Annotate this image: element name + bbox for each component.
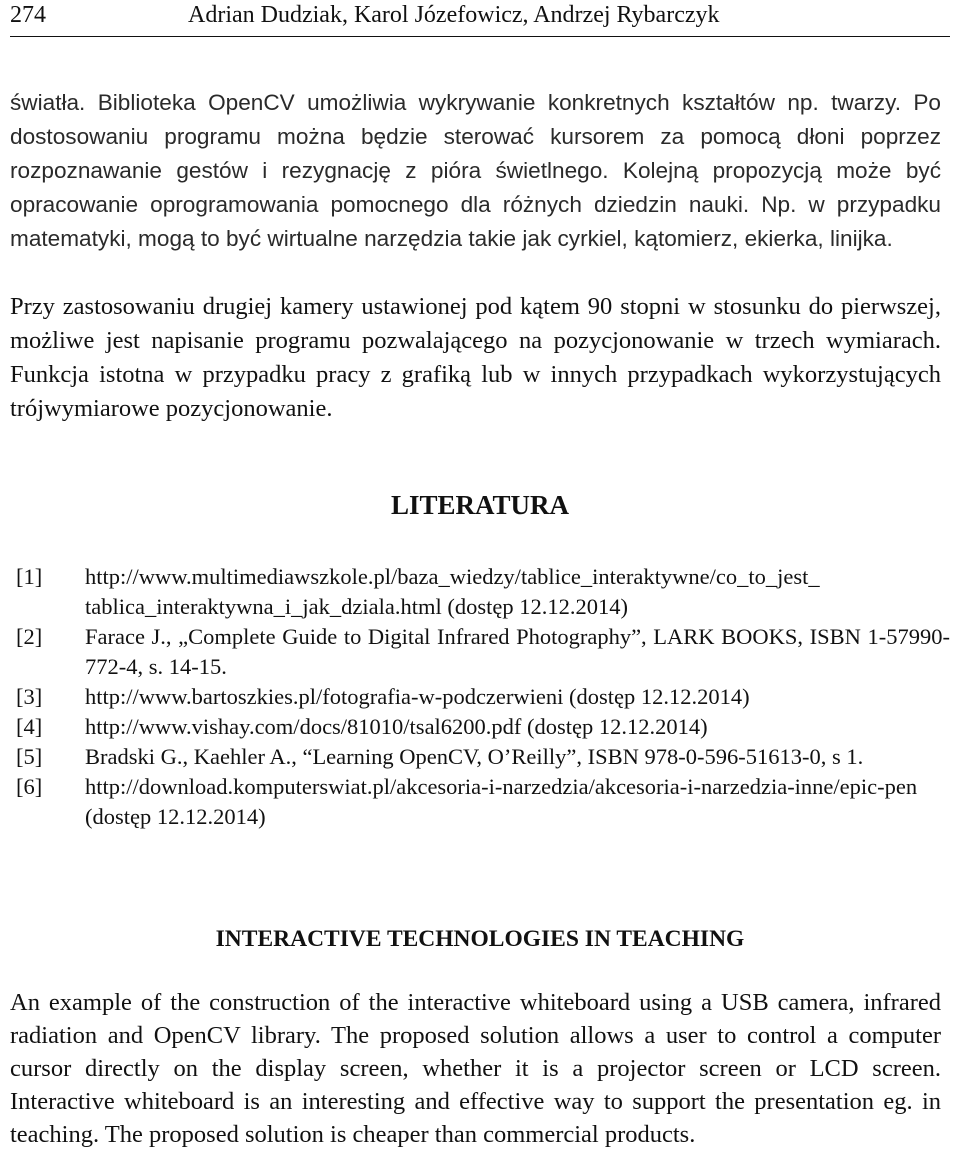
running-header (10, 0, 950, 37)
reference-item (10, 772, 950, 832)
reference-item (10, 742, 950, 772)
body-paragraph-2: Przy zastosowaniu drugiej kamery ustawionej pod kątem 90 stopni w stosunku do pierwszej, możliwe jest napisanie programu pozwalającego na pozycjonowanie w trzech wymiarach. Funkcja istotna w przypadku pracy z grafiką lub w innych przypadkach wykorzystujących trójwymiarowe pozycjonowanie. (10, 293, 941, 422)
literature-heading: LITERATURA (390, 490, 570, 520)
reference-text: http://www.vishay.com/docs/81010/tsal6200.pdf (dostęp 12.12.2014) (85, 714, 708, 739)
reference-text: http://download.komputerswiat.pl/akcesoria-i-narzedzia/akcesoria-i-narzedzia-inne/epic-pen (dostęp 12.12.2014) (85, 774, 918, 829)
abstract-title: INTERACTIVE TECHNOLOGIES IN TEACHING (215, 926, 745, 952)
reference-number: [2] (16, 624, 43, 649)
reference-number: [5] (16, 744, 43, 769)
abstract-paragraph: An example of the construction of the interactive whiteboard using a USB camera, infrared radiation and OpenCV library. The proposed solution allows a user to control a computer cursor directly on the display screen, whether it is a projector screen or LCD screen. Interactive whiteboard is an interesting and effective way to support the presentation eg. in teaching. The proposed solution is cheaper than commercial products. (10, 989, 941, 1148)
reference-text: http://www.multimediawszkole.pl/baza_wiedzy/tablice_interaktywne/co_to_jest_ tablica_interaktywna_i_jak_dziala.html (dostęp 12.12.2014) (85, 564, 820, 619)
reference-number: [3] (16, 684, 43, 709)
reference-number: [6] (16, 774, 43, 799)
body-paragraph-1: światła. Biblioteka OpenCV umożliwia wykrywanie konkretnych kształtów np. twarzy. Po dostosowaniu programu można będzie sterować kursorem za pomocą dłoni poprzez rozpoznawanie gestów i rezygnację z pióra świetlnego. Kolejną propozycją może być opracowanie oprogramowania pomocnego dla różnych dziedzin nauki. Np. w przypadku matematyki, mogą to być wirtualne narzędzia takie jak cyrkiel, kątomierz, ekierka, linijka. (10, 90, 941, 251)
page-number: 274 (10, 2, 46, 28)
reference-number: [4] (16, 714, 43, 739)
reference-number: [1] (16, 564, 43, 589)
reference-text: Bradski G., Kaehler A., “Learning OpenCV, O’Reilly”, ISBN 978-0-596-51613-0, s 1. (85, 744, 864, 769)
reference-list (10, 562, 950, 832)
reference-text: http://www.bartoszkies.pl/fotografia-w-podczerwieni (dostęp 12.12.2014) (85, 684, 750, 709)
reference-text: Farace J., „Complete Guide to Digital Infrared Photography”, LARK BOOKS, ISBN 1-57990-772-4, s. 14-15. (85, 624, 950, 679)
reference-item (10, 712, 950, 742)
running-header-authors: Adrian Dudziak, Karol Józefowicz, Andrzej Rybarczyk (188, 2, 720, 28)
reference-item (10, 682, 950, 712)
reference-item (10, 562, 950, 622)
reference-item (10, 622, 950, 682)
